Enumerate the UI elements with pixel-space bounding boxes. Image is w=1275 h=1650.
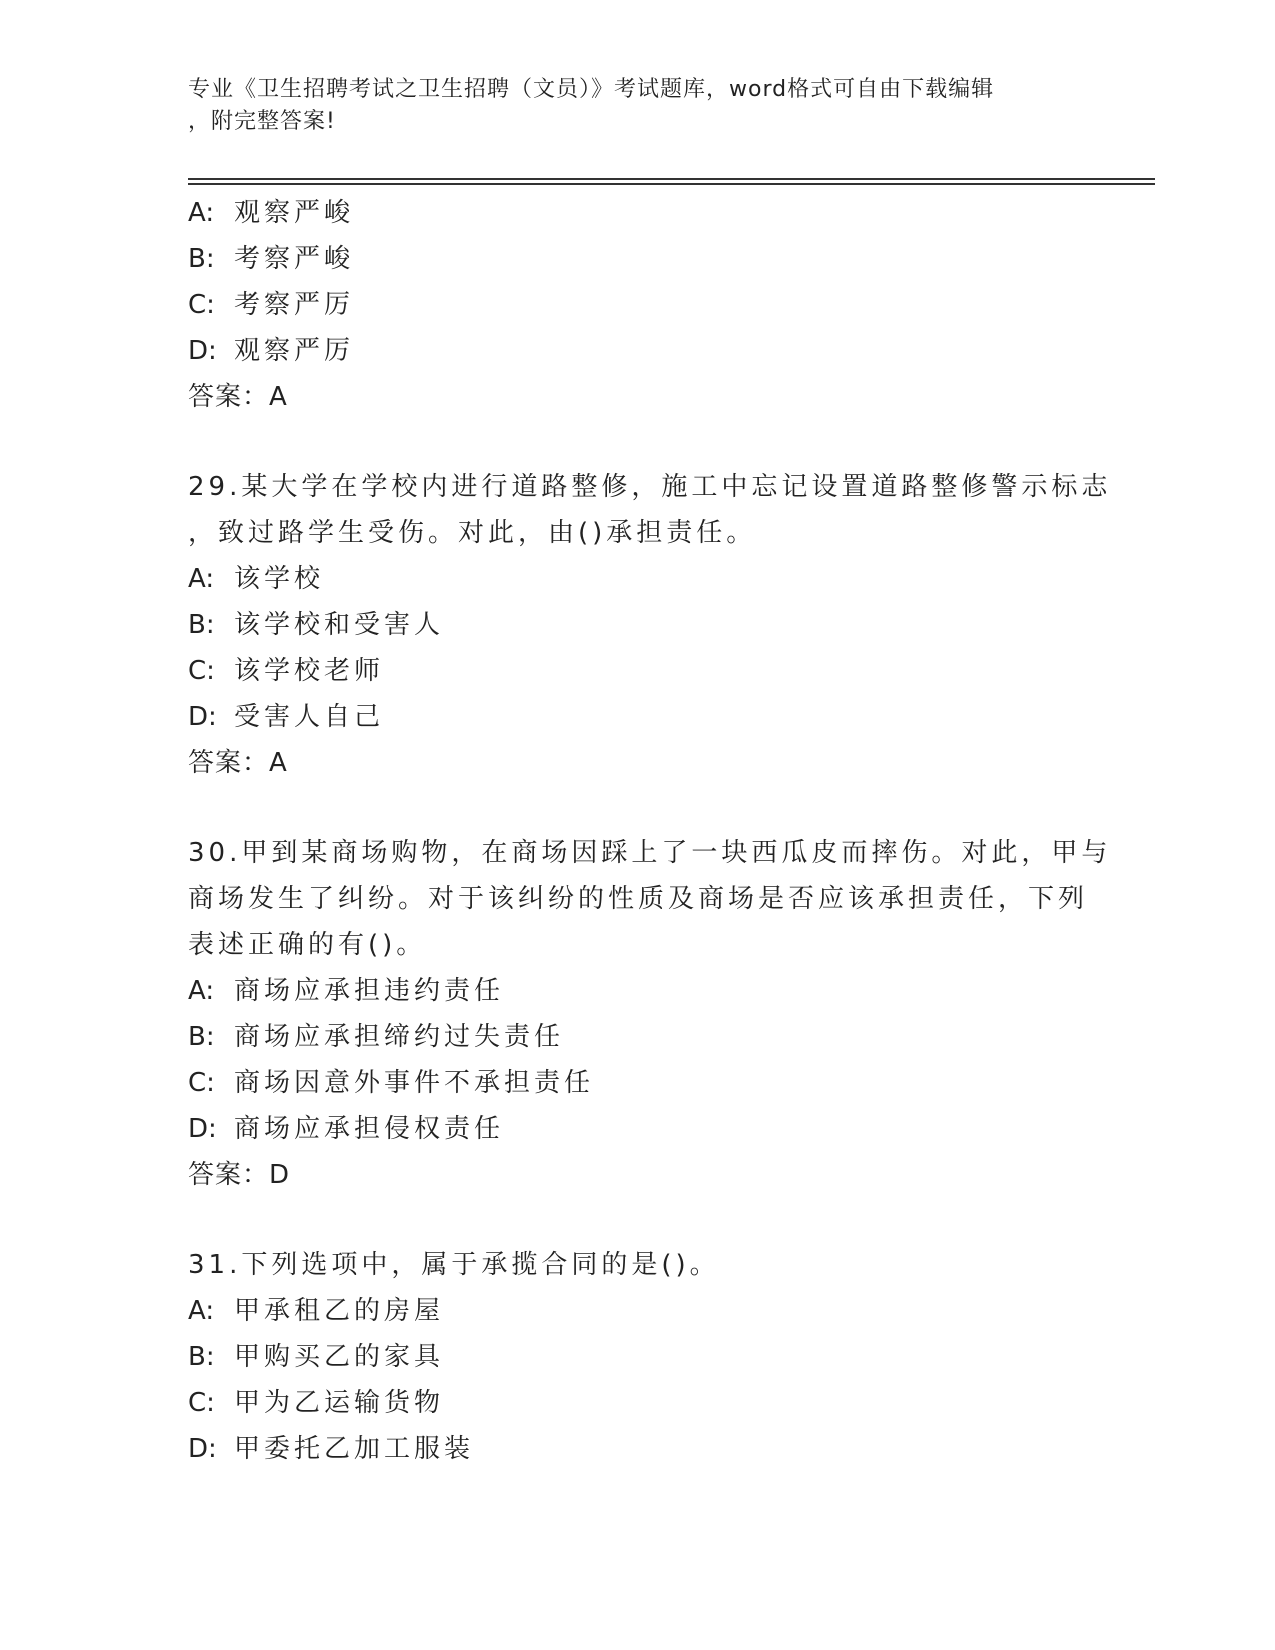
- header-title-line-2: ，附完整答案!: [188, 109, 336, 134]
- question-stem-line: 表述正确的有()。: [188, 930, 427, 960]
- option-letter: B:: [188, 610, 215, 640]
- question-stem-line: 商场发生了纠纷。对于该纠纷的性质及商场是否应该承担责任，下列: [188, 884, 1089, 914]
- answer-line: 答案：A: [188, 382, 288, 412]
- spacer: [188, 786, 1088, 830]
- option-text: 考察严峻: [234, 244, 355, 274]
- answer-line: 答案：D: [188, 1160, 291, 1190]
- option-letter: B:: [188, 244, 215, 274]
- spacer: [188, 420, 1088, 464]
- option-a: [188, 1288, 1088, 1334]
- option-letter: A:: [188, 976, 215, 1006]
- question-28: [188, 190, 1088, 420]
- option-a: [188, 190, 1088, 236]
- question-stem-line: ，致过路学生受伤。对此，由()承担责任。: [188, 518, 757, 548]
- option-c: [188, 282, 1088, 328]
- option-a: [188, 556, 1088, 602]
- header-title-line-1: 专业《卫生招聘考试之卫生招聘（文员）》考试题库，word格式可自由下载编辑: [188, 77, 995, 102]
- option-d: [188, 1426, 1088, 1472]
- option-text: 甲为乙运输货物: [234, 1388, 445, 1418]
- option-text: 商场应承担侵权责任: [234, 1114, 505, 1144]
- answer-line: 答案：A: [188, 748, 288, 778]
- option-text: 商场因意外事件不承担责任: [234, 1068, 595, 1098]
- option-text: 甲购买乙的家具: [234, 1342, 445, 1372]
- option-b: [188, 1334, 1088, 1380]
- option-text: 受害人自己: [234, 702, 385, 732]
- header-divider-top: [188, 178, 1155, 180]
- option-letter: D:: [188, 336, 217, 366]
- option-d: [188, 1106, 1088, 1152]
- option-b: [188, 1014, 1088, 1060]
- option-letter: C:: [188, 656, 215, 686]
- option-d: [188, 694, 1088, 740]
- option-letter: B:: [188, 1022, 215, 1052]
- option-letter: C:: [188, 1068, 215, 1098]
- question-stem-line: 30.甲到某商场购物，在商场因踩上了一块西瓜皮而摔伤。对此，甲与: [188, 838, 1112, 868]
- option-letter: A:: [188, 564, 215, 594]
- option-letter: B:: [188, 1342, 215, 1372]
- spacer: [188, 1198, 1088, 1242]
- option-a: [188, 968, 1088, 1014]
- option-text: 甲承租乙的房屋: [234, 1296, 445, 1326]
- option-b: [188, 236, 1088, 282]
- option-text: 该学校和受害人: [234, 610, 445, 640]
- option-d: [188, 328, 1088, 374]
- question-30: [188, 830, 1112, 1198]
- option-text: 商场应承担缔约过失责任: [234, 1022, 565, 1052]
- option-c: [188, 648, 1088, 694]
- option-letter: A:: [188, 198, 215, 228]
- option-letter: D:: [188, 1114, 217, 1144]
- option-text: 商场应承担违约责任: [234, 976, 505, 1006]
- question-31: [188, 1242, 1088, 1472]
- option-text: 该学校老师: [234, 656, 385, 686]
- option-c: [188, 1060, 1088, 1106]
- question-list: [188, 190, 1112, 1472]
- question-stem-line: 29.某大学在学校内进行道路整修，施工中忘记设置道路整修警示标志: [188, 472, 1112, 502]
- option-text: 甲委托乙加工服装: [234, 1434, 475, 1464]
- question-29: [188, 464, 1112, 786]
- option-letter: D:: [188, 702, 217, 732]
- option-letter: C:: [188, 290, 215, 320]
- option-letter: A:: [188, 1296, 215, 1326]
- option-text: 观察严峻: [234, 198, 355, 228]
- option-c: [188, 1380, 1088, 1426]
- question-stem-line: 31.下列选项中，属于承揽合同的是()。: [188, 1250, 720, 1280]
- header-divider-bottom: [188, 183, 1155, 185]
- document-header: [188, 74, 1068, 138]
- option-letter: D:: [188, 1434, 217, 1464]
- option-text: 该学校: [234, 564, 325, 594]
- option-text: 考察严厉: [234, 290, 355, 320]
- option-b: [188, 602, 1088, 648]
- option-text: 观察严厉: [234, 336, 355, 366]
- option-letter: C:: [188, 1388, 215, 1418]
